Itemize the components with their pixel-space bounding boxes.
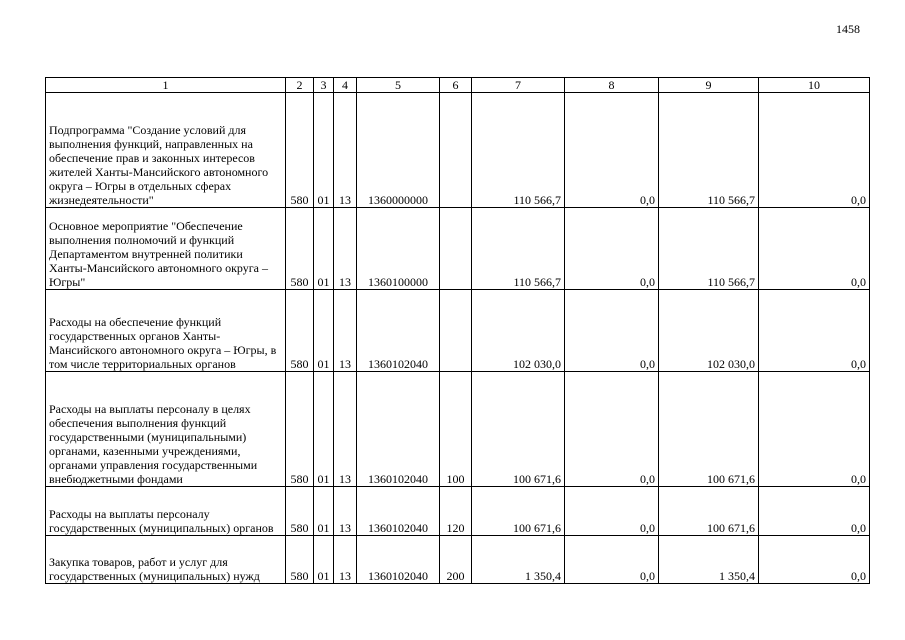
cell-col10: 0,0 xyxy=(759,487,870,536)
cell-ministry: 580 xyxy=(286,487,314,536)
cell-ministry: 580 xyxy=(286,208,314,290)
column-header: 10 xyxy=(759,78,870,93)
cell-ministry: 580 xyxy=(286,536,314,584)
cell-col10: 0,0 xyxy=(759,93,870,208)
cell-target: 1360102040 xyxy=(357,536,440,584)
row-name: Расходы на выплаты персоналу государственных (муниципальных) органов xyxy=(46,487,286,536)
page-number: 1458 xyxy=(836,22,860,36)
table-row xyxy=(46,536,870,584)
table-row xyxy=(46,487,870,536)
cell-expense-type: 120 xyxy=(440,487,472,536)
cell-section: 01 xyxy=(314,208,334,290)
cell-col10: 0,0 xyxy=(759,372,870,487)
cell-ministry: 580 xyxy=(286,372,314,487)
cell-col8: 0,0 xyxy=(565,536,659,584)
cell-total: 102 030,0 xyxy=(472,290,565,372)
cell-col8: 0,0 xyxy=(565,208,659,290)
cell-subsection: 13 xyxy=(334,536,357,584)
cell-target: 1360102040 xyxy=(357,372,440,487)
cell-expense-type xyxy=(440,208,472,290)
cell-expense-type: 200 xyxy=(440,536,472,584)
row-name: Расходы на выплаты персоналу в целях обеспечения выполнения функций государственными (муниципальными) органами, казенными учреждениями, органами управления государственными внебюджетными фондами xyxy=(46,372,286,487)
cell-col9: 100 671,6 xyxy=(659,487,759,536)
cell-ministry: 580 xyxy=(286,93,314,208)
table-row xyxy=(46,372,870,487)
cell-expense-type: 100 xyxy=(440,372,472,487)
cell-col9: 100 671,6 xyxy=(659,372,759,487)
cell-subsection: 13 xyxy=(334,290,357,372)
cell-col8: 0,0 xyxy=(565,372,659,487)
cell-total: 110 566,7 xyxy=(472,93,565,208)
cell-target: 1360100000 xyxy=(357,208,440,290)
cell-col8: 0,0 xyxy=(565,487,659,536)
table-row xyxy=(46,93,870,208)
cell-col8: 0,0 xyxy=(565,290,659,372)
cell-section: 01 xyxy=(314,372,334,487)
column-header: 5 xyxy=(357,78,440,93)
cell-target: 1360000000 xyxy=(357,93,440,208)
column-header: 9 xyxy=(659,78,759,93)
cell-section: 01 xyxy=(314,487,334,536)
cell-total: 100 671,6 xyxy=(472,372,565,487)
table-row xyxy=(46,208,870,290)
cell-col9: 1 350,4 xyxy=(659,536,759,584)
table-row xyxy=(46,290,870,372)
row-name: Закупка товаров, работ и услуг для государственных (муниципальных) нужд xyxy=(46,536,286,584)
cell-col9: 110 566,7 xyxy=(659,93,759,208)
cell-expense-type xyxy=(440,290,472,372)
column-header: 7 xyxy=(472,78,565,93)
cell-subsection: 13 xyxy=(334,487,357,536)
column-header: 2 xyxy=(286,78,314,93)
cell-section: 01 xyxy=(314,290,334,372)
column-header: 1 xyxy=(46,78,286,93)
cell-col10: 0,0 xyxy=(759,290,870,372)
row-name: Основное мероприятие "Обеспечение выполнения полномочий и функций Департаментом внутренней политики Ханты-Мансийского автономного округа – Югры" xyxy=(46,208,286,290)
cell-col9: 110 566,7 xyxy=(659,208,759,290)
column-header: 3 xyxy=(314,78,334,93)
cell-col8: 0,0 xyxy=(565,93,659,208)
budget-table xyxy=(45,77,870,584)
cell-subsection: 13 xyxy=(334,372,357,487)
row-name: Подпрограмма "Создание условий для выполнения функций, направленных на обеспечение прав и законных интересов жителей Ханты-Мансийского автономного округа – Югры в отдельных сферах жизнедеятельности" xyxy=(46,93,286,208)
cell-total: 110 566,7 xyxy=(472,208,565,290)
cell-ministry: 580 xyxy=(286,290,314,372)
cell-total: 1 350,4 xyxy=(472,536,565,584)
cell-col10: 0,0 xyxy=(759,208,870,290)
column-header: 4 xyxy=(334,78,357,93)
row-name: Расходы на обеспечение функций государственных органов Ханты-Мансийского автономного округа – Югры, в том числе территориальных органов xyxy=(46,290,286,372)
column-header: 8 xyxy=(565,78,659,93)
cell-target: 1360102040 xyxy=(357,487,440,536)
cell-subsection: 13 xyxy=(334,93,357,208)
column-header: 6 xyxy=(440,78,472,93)
cell-total: 100 671,6 xyxy=(472,487,565,536)
table-header-row xyxy=(46,78,870,93)
cell-col10: 0,0 xyxy=(759,536,870,584)
cell-section: 01 xyxy=(314,93,334,208)
cell-col9: 102 030,0 xyxy=(659,290,759,372)
cell-subsection: 13 xyxy=(334,208,357,290)
cell-expense-type xyxy=(440,93,472,208)
cell-target: 1360102040 xyxy=(357,290,440,372)
cell-section: 01 xyxy=(314,536,334,584)
